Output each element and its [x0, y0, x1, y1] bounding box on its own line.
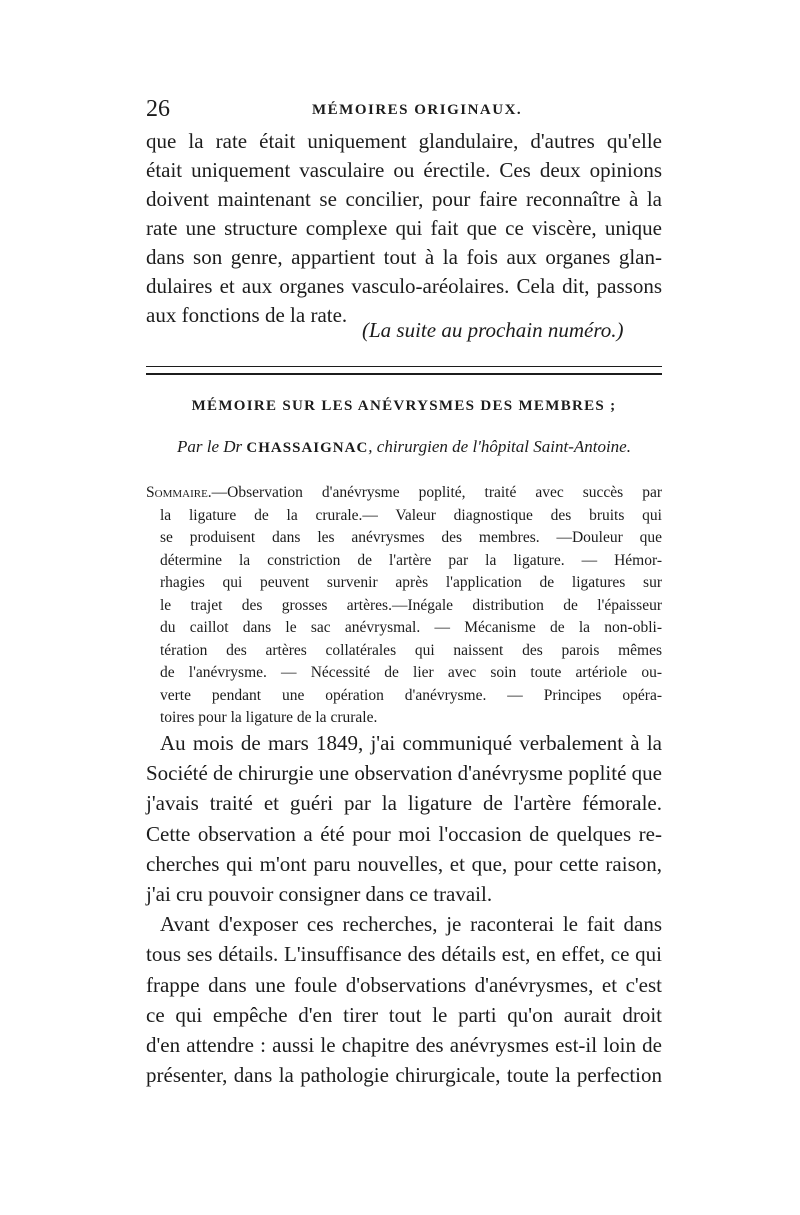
page-number: 26: [146, 96, 170, 122]
summary-line: détermine la constriction de l'artère par la ligature. — Hémor-: [160, 551, 662, 569]
byline-prefix: Par le Dr: [177, 437, 243, 456]
body-line: d'en attendre : aussi le chapitre des anévrysmes est-il loin de: [146, 1033, 662, 1058]
body-line: Cette observation a été pour moi l'occasion de quelques re-: [146, 821, 662, 846]
text-line: dulaires et aux organes vasculo-aréolaires. Cela dit, passons: [146, 274, 662, 298]
byline-suffix: , chirurgien de l'hôpital Saint-Antoine.: [368, 437, 631, 456]
summary-line: se produisent dans les anévrysmes des membres. —Douleur que: [160, 529, 662, 546]
running-head: MÉMOIRES ORIGINAUX.: [312, 102, 523, 118]
section-divider-thin: [146, 366, 662, 367]
body-line: tous ses détails. L'insuffisance des détails est, en effet, ce qui: [146, 942, 662, 967]
body-line: cherches qui m'ont paru nouvelles, et que, pour cette raison,: [146, 851, 662, 876]
summary-line: tération des artères collatérales qui naissent des parois mêmes: [160, 641, 662, 659]
body-line: j'avais traité et guéri par la ligature de l'artère fémorale.: [146, 791, 662, 816]
body-line: ce qui empêche d'en tirer tout le parti qu'on aurait droit: [146, 1002, 662, 1027]
article-summary: [146, 482, 662, 730]
summary-line: rhagies qui peuvent survenir après l'application de ligatures sur: [160, 574, 662, 591]
body-line: Au mois de mars 1849, j'ai communiqué verbalement à la: [160, 731, 662, 755]
to-be-continued-note: (La suite au prochain numéro.): [362, 318, 624, 342]
summary-line: le trajet des grosses artères.—Inégale distribution de l'épaisseur: [160, 596, 662, 614]
article-byline: [146, 437, 662, 457]
author-name: CHASSAIGNAC: [246, 440, 369, 456]
section-divider-thick: [146, 373, 662, 375]
body-line: Avant d'exposer ces recherches, je raconterai le fait dans: [160, 912, 662, 937]
body-line: frappe dans une foule d'observations d'anévrysmes, et c'est: [146, 972, 662, 997]
continuation-paragraph: [146, 127, 662, 330]
summary-line: de l'anévrysme. — Nécessité de lier avec soin toute artériole ou-: [160, 664, 662, 681]
summary-line: la ligature de la crurale.— Valeur diagnostique des bruits qui: [160, 506, 662, 524]
summary-line: du caillot dans le sac anévrysmal. — Mécanisme de la non-obli-: [160, 619, 662, 636]
summary-line: verte pendant une opération d'anévrysme. — Principes opéra-: [160, 686, 662, 704]
text-line: dans son genre, appartient tout à la fois aux organes glan-: [146, 245, 662, 269]
body-line: Société de chirurgie une observation d'anévrysme poplité que: [146, 761, 662, 786]
text-line: aux fonctions de la rate.: [146, 303, 348, 327]
body-line: présenter, dans la pathologie chirurgicale, toute la perfection: [146, 1063, 662, 1088]
body-line: j'ai cru pouvoir consigner dans ce travail.: [146, 882, 493, 907]
article-title: MÉMOIRE SUR LES ANÉVRYSMES DES MEMBRES ;: [191, 398, 617, 414]
summary-line: toires pour la ligature de la crurale.: [160, 709, 378, 726]
page-header: [146, 96, 662, 126]
summary-text: —Observation d'anévrysme poplité, traité avec succès par: [211, 484, 662, 501]
summary-line: [146, 482, 662, 505]
summary-label: Sommaire.: [146, 484, 212, 501]
article-body: [146, 728, 662, 1090]
text-line: rate une structure complexe qui fait que ce viscère, unique: [146, 216, 662, 240]
text-line: que la rate était uniquement glandulaire, d'autres qu'elle: [146, 129, 662, 153]
text-line: était uniquement vasculaire ou érectile. Ces deux opinions: [146, 158, 662, 182]
text-line: doivent maintenant se concilier, pour faire reconnaître à la: [146, 187, 662, 211]
